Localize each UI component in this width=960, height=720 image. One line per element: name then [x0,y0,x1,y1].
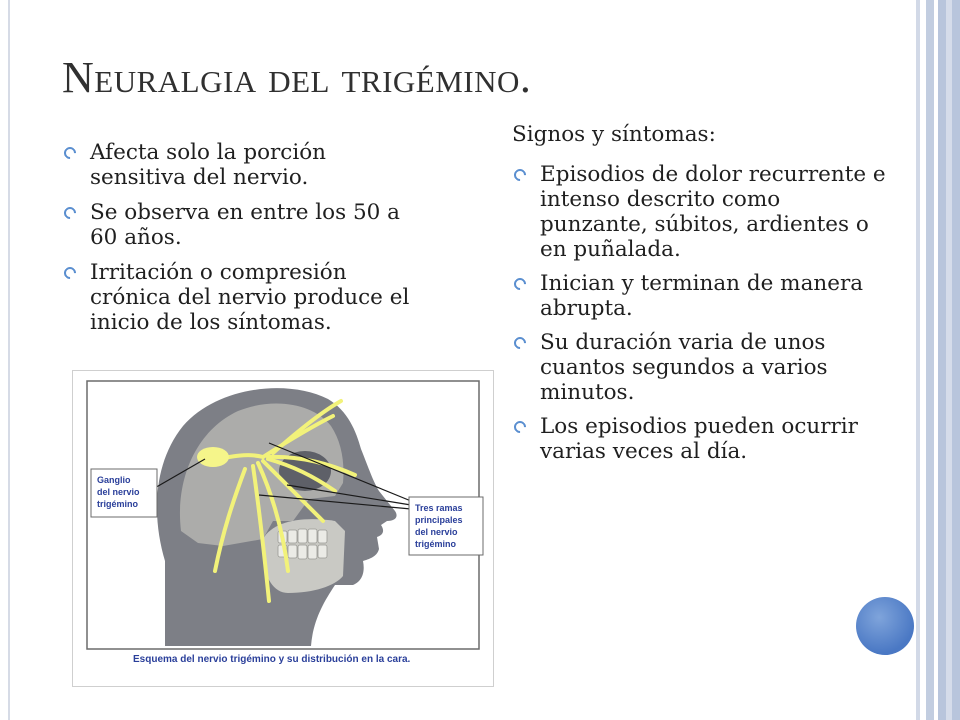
left-bullet-list [62,140,422,345]
left-frame-line [8,0,10,720]
ganglion-label-line-1: Ganglio [97,475,131,485]
branches-label-line-2: principales [415,515,463,525]
bullet-icon [62,145,79,162]
list-item [512,330,892,405]
bullet-icon [512,167,529,184]
bullet-icon [62,205,79,222]
list-item [62,200,422,250]
branches-label-line-1: Tres ramas [415,503,463,513]
bullet-text: Los episodios pueden ocurrir varias veces al día. [540,414,858,464]
bullet-icon [62,265,79,282]
ganglion-label-line-3: trigémino [97,499,139,509]
list-item [62,260,422,335]
right-bullet-list [512,162,892,473]
bullet-text: Afecta solo la porción sensitiva del nervio. [90,140,327,190]
branches-label-line-3: del nervio [415,527,458,537]
list-item [62,140,422,190]
decorative-circle [856,597,914,655]
branches-label-line-4: trigémino [415,539,457,549]
bullet-icon [512,419,529,436]
slide-title: Neuralgia del trigémino. [62,53,532,102]
trigeminal-nerve-figure [72,370,494,687]
bullet-text: Se observa en entre los 50 a 60 años. [90,200,400,250]
trigeminal-ganglion [197,447,229,467]
bullet-text: Inician y terminan de manera abrupta. [540,271,864,321]
list-item [512,162,892,262]
list-item [512,414,892,464]
bullet-text: Episodios de dolor recurrente e intenso descrito como punzante, súbitos, ardientes o en puñalada. [540,162,886,262]
list-item [512,271,892,321]
bullet-icon [512,335,529,352]
bullet-icon [512,276,529,293]
figure-caption: Esquema del nervio trigémino y su distribución en la cara. [133,654,411,665]
symptoms-heading: Signos y síntomas: [512,122,716,147]
ganglion-label-line-2: del nervio [97,487,140,497]
right-frame-bars [916,0,960,720]
bullet-text: Su duración varia de unos cuantos segundos a varios minutos. [540,330,828,405]
bullet-text: Irritación o compresión crónica del nervio produce el inicio de los síntomas. [90,260,410,335]
anatomy-illustration [73,371,493,686]
